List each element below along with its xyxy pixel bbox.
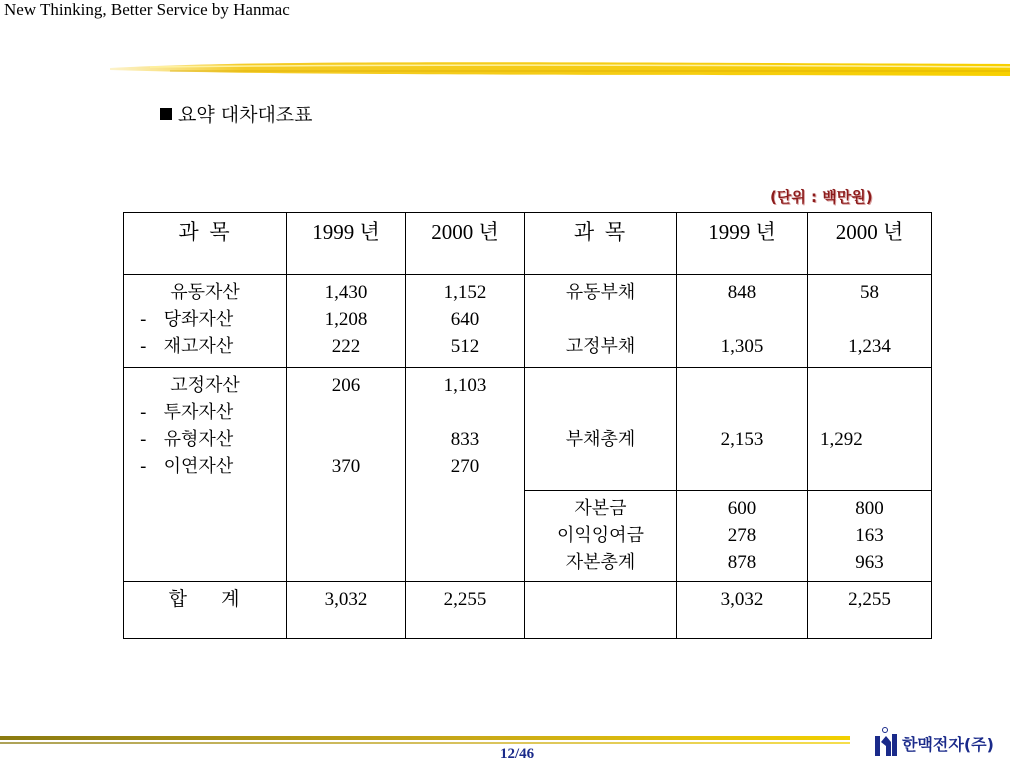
unit-label: (단위 : 백만원) bbox=[770, 188, 873, 206]
header-2000: 2000 년 bbox=[808, 213, 932, 275]
hanmac-logo-icon bbox=[872, 726, 898, 760]
value bbox=[408, 399, 522, 426]
value bbox=[679, 306, 805, 333]
value: 848 bbox=[727, 282, 757, 303]
value: 2,255 bbox=[848, 589, 891, 610]
liability-item: 부채총계 bbox=[565, 429, 636, 450]
value bbox=[679, 399, 805, 426]
liability-item bbox=[527, 586, 674, 613]
value: 222 bbox=[331, 336, 361, 357]
table-row-total bbox=[124, 582, 932, 639]
square-bullet-icon bbox=[160, 108, 172, 120]
liability-2000-cell bbox=[808, 275, 932, 368]
liability-item: 이익잉여금 bbox=[557, 525, 644, 546]
liability-2000-cell bbox=[808, 491, 932, 582]
value: 270 bbox=[450, 456, 480, 477]
total-label-cell bbox=[124, 582, 287, 639]
value: 1,208 bbox=[324, 309, 368, 330]
liability-items-cell bbox=[525, 491, 677, 582]
value: 640 bbox=[450, 309, 480, 330]
header-2000: 2000 년 bbox=[406, 213, 525, 275]
value bbox=[810, 306, 929, 333]
liability-1999-cell bbox=[677, 491, 808, 582]
value: 278 bbox=[727, 525, 757, 546]
liability-item: 자본총계 bbox=[565, 552, 636, 573]
value: 800 bbox=[855, 498, 884, 519]
liability-items-cell bbox=[525, 275, 677, 368]
balance-sheet-table bbox=[123, 212, 932, 639]
liability-1999-cell bbox=[677, 368, 808, 491]
value: 1,430 bbox=[324, 282, 368, 303]
asset-item: - 재고자산 bbox=[140, 336, 234, 357]
value: 163 bbox=[855, 525, 884, 546]
value: 1,103 bbox=[443, 375, 487, 396]
value bbox=[289, 426, 403, 453]
total-label: 합 계 bbox=[168, 588, 242, 610]
section-title bbox=[160, 100, 313, 127]
asset-item: - 투자자산 bbox=[140, 402, 234, 423]
table-header-row bbox=[124, 213, 932, 275]
value: 206 bbox=[331, 375, 361, 396]
value: 58 bbox=[860, 282, 879, 303]
table-row bbox=[124, 275, 932, 368]
liability-item bbox=[527, 372, 674, 399]
asset-1999-cell bbox=[287, 368, 406, 582]
value: 878 bbox=[727, 552, 757, 573]
asset-2000-total bbox=[406, 582, 525, 639]
asset-item: - 유형자산 bbox=[140, 429, 234, 450]
value: 512 bbox=[450, 336, 480, 357]
value: 1,234 bbox=[848, 336, 891, 357]
asset-item: - 이연자산 bbox=[140, 456, 234, 477]
liability-total-label-cell bbox=[525, 582, 677, 639]
company-logo bbox=[872, 726, 994, 760]
asset-1999-total bbox=[287, 582, 406, 639]
asset-2000-cell bbox=[406, 368, 525, 582]
value: 1,292 bbox=[820, 429, 863, 450]
header-tagline: New Thinking, Better Service by Hanmac bbox=[4, 0, 290, 19]
liability-2000-cell bbox=[808, 368, 932, 491]
page-number: 12/46 bbox=[500, 746, 535, 762]
footer-bar bbox=[0, 736, 850, 746]
value: 600 bbox=[727, 498, 757, 519]
liability-item: 유동부채 bbox=[565, 282, 636, 303]
asset-items-cell bbox=[124, 275, 287, 368]
value: 2,153 bbox=[720, 429, 764, 450]
asset-items-cell bbox=[124, 368, 287, 582]
header-item: 과 목 bbox=[525, 213, 677, 275]
value: 1,305 bbox=[720, 336, 764, 357]
value: 1,152 bbox=[443, 282, 487, 303]
asset-item: 고정자산 bbox=[170, 375, 240, 396]
value: 3,032 bbox=[324, 589, 368, 610]
asset-item: 유동자산 bbox=[170, 282, 240, 303]
value: 963 bbox=[855, 552, 884, 573]
asset-2000-cell bbox=[406, 275, 525, 368]
value: 833 bbox=[450, 429, 480, 450]
liability-item bbox=[527, 399, 674, 426]
company-name: 한맥전자(주) bbox=[902, 734, 994, 754]
liability-items-cell bbox=[525, 368, 677, 491]
liability-item: 자본금 bbox=[574, 498, 627, 519]
asset-item: - 당좌자산 bbox=[140, 309, 234, 330]
value: 3,032 bbox=[720, 589, 764, 610]
value bbox=[820, 372, 929, 399]
value bbox=[289, 399, 403, 426]
value bbox=[820, 399, 929, 426]
asset-1999-cell bbox=[287, 275, 406, 368]
liability-item bbox=[527, 306, 674, 333]
table-row bbox=[124, 368, 932, 491]
liability-1999-total bbox=[677, 582, 808, 639]
liability-item: 고정부채 bbox=[565, 336, 636, 357]
decorative-brush-stroke bbox=[110, 56, 1010, 80]
section-title-text: 요약 대차대조표 bbox=[178, 104, 313, 126]
liability-2000-total bbox=[808, 582, 932, 639]
header-1999: 1999 년 bbox=[287, 213, 406, 275]
value bbox=[679, 372, 805, 399]
liability-1999-cell bbox=[677, 275, 808, 368]
value: 370 bbox=[331, 456, 361, 477]
value: 2,255 bbox=[443, 589, 487, 610]
header-item: 과 목 bbox=[124, 213, 287, 275]
header-1999: 1999 년 bbox=[677, 213, 808, 275]
